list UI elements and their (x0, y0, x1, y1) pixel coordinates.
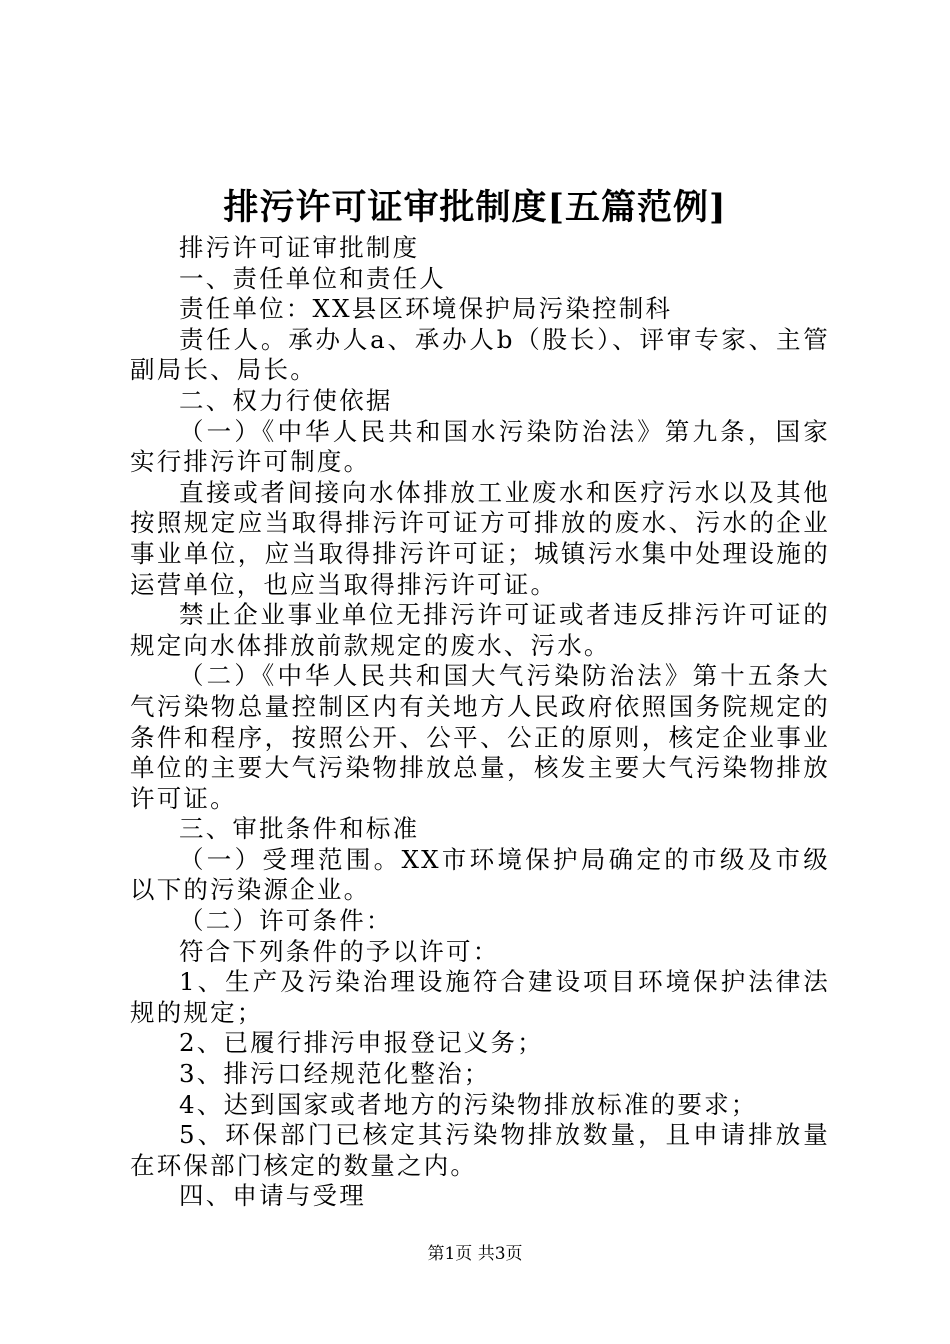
paragraph: 一、责任单位和责任人 (179, 263, 446, 293)
page-footer: 第1页 共3页 (427, 1244, 523, 1264)
paragraph: 直接或者间接向水体排放工业废水和医疗污水以及其他按照规定应当取得排污许可证方可排放的废水、污水的企业事业单位，应当取得排污许可证；城镇污水集中处理设施的运营单位，也应当取得排污许可证。 (130, 477, 830, 599)
paragraph: 2、已履行排污申报登记义务； (179, 1028, 544, 1058)
paragraph: 四、申请与受理 (179, 1181, 366, 1211)
paragraph: （二）《中华人民共和国大气污染防治法》第十五条大气污染物总量控制区内有关地方人民政府依照国务院规定的条件和程序，按照公开、公平、公正的原则，核定企业事业单位的主要大气污染物排放总量，核发主要大气污染物排放许可证。 (130, 661, 830, 813)
paragraph: （一）《中华人民共和国水污染防治法》第九条，国家实行排污许可制度。 (130, 416, 830, 477)
paragraph: 禁止企业事业单位无排污许可证或者违反排污许可证的规定向水体排放前款规定的废水、污水。 (130, 600, 830, 660)
paragraph: 排污许可证审批制度 (179, 233, 420, 262)
paragraph: （一）受理范围。XX市环境保护局确定的市级及市级以下的污染源企业。 (130, 844, 830, 905)
paragraph: 符合下列条件的予以许可： (179, 936, 500, 966)
paragraph: 1、生产及污染治理设施符合建设项目环境保护法律法规的规定； (130, 967, 830, 1027)
paragraph: 二、权力行使依据 (179, 385, 393, 415)
paragraph: （二）许可条件： (179, 906, 393, 936)
paragraph: 3、排污口经规范化整治； (179, 1059, 491, 1089)
paragraph: 责任单位：XX县区环境保护局污染控制科 (179, 294, 673, 324)
paragraph: 5、环保部门已核定其污染物排放数量，且申请排放量在环保部门核定的数量之内。 (130, 1120, 830, 1180)
paragraph: 三、审批条件和标准 (179, 814, 420, 844)
document-body (130, 233, 830, 1212)
paragraph: 责任人。承办人a、承办人b（股长）、评审专家、主管副局长、局长。 (130, 324, 830, 385)
paragraph: 4、达到国家或者地方的污染物排放标准的要求； (179, 1089, 758, 1119)
document-title: 排污许可证审批制度[五篇范例] (223, 187, 727, 228)
